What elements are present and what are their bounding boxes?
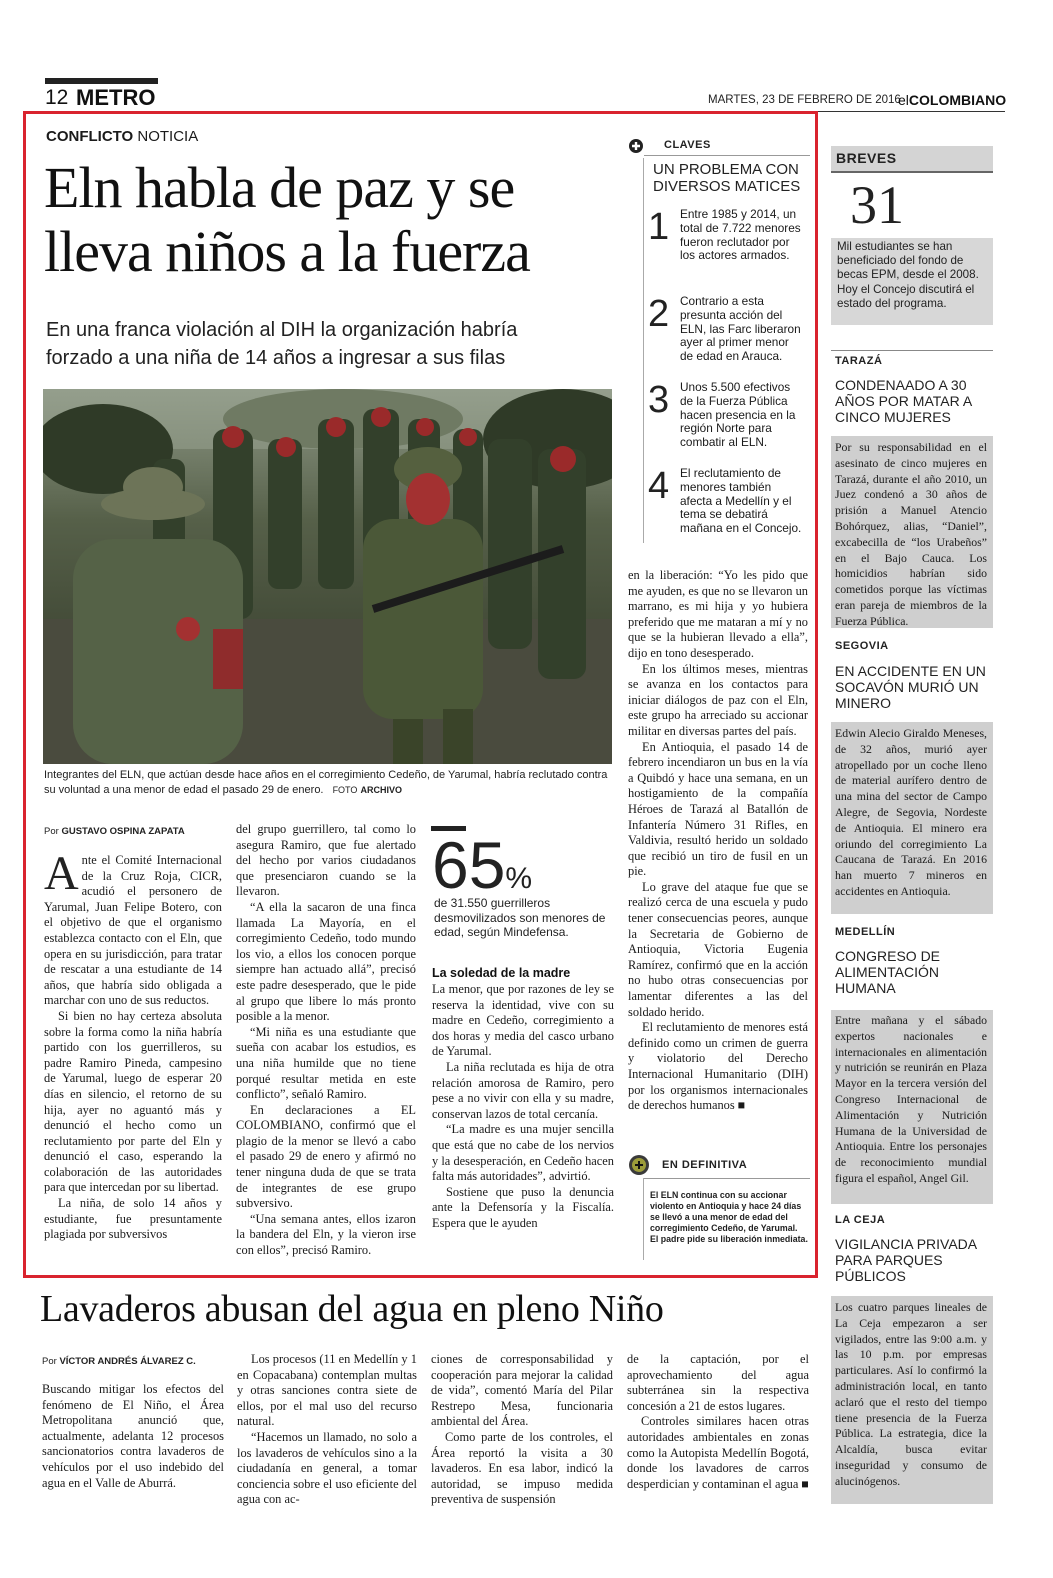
brief-body: Entre mañana y el sábado expertos nacionales e internacionales en alimentación y nutrición se reunirán en Plaza Mayor en la tercera versión del Congreso Internacional de Alimentación y Nutrición Humana de la Universidad de Antioquia. Entre los personajes de reconocimiento mundial figura el español, Angel Gil. xyxy=(835,1013,987,1185)
article-column-1 xyxy=(44,847,222,1243)
paragraph: Lo grave del ataque fue que se realizó cerca de una escuela y pudo tener consecuencias peores, aunque la Secretaria de Gobierno de Antioquia, Victoria Eugenia Ramírez, confirmó que en la acción no hubo otras consecuencias por lamentar diferentes a las del soldado herido. xyxy=(628,879,808,1019)
second-byline xyxy=(42,1356,196,1367)
paragraph: “A ella la sacaron de una finca llamada La Mayoría, en el corregimiento Cedeño, todo mundo los vio, a ellos los conocen porque siempre han actuado allá”, precisó este padre desesperado, que le pide al grupo que libere lo más pronto posible a la menor. xyxy=(236,899,416,1024)
brief-body: Los cuatro parques lineales de La Ceja empezaron a ser vigilados, entre las 9:00 a.m. y las 10 p.m. por empresas particulares. Así lo confirmó la administración local, en tanto aclaró que el resto del tiempo tiene presencia de la Fuerza Pública. La estrategia, dice la Alcaldía, busca evitar inseguridad y consumo de alucinógenos. xyxy=(835,1300,987,1488)
second-column-2 xyxy=(237,1352,417,1508)
clave-item xyxy=(648,208,808,263)
en-definitiva-icon xyxy=(628,1154,650,1176)
claves-title-line-1: UN PROBLEMA CON xyxy=(653,161,799,178)
caption-credit-label: FOTO xyxy=(332,784,358,795)
article-column-4 xyxy=(628,568,808,1114)
deck-line-2: forzado a una niña de 14 años a ingresar a sus filas xyxy=(46,347,506,369)
clave-text: Contrario a esta presunta acción del ELN, las Farc liberaron ayer al primer menor de edad en Arauca. xyxy=(680,294,801,364)
brief-place: LA CEJA xyxy=(835,1214,886,1226)
claves-rule xyxy=(644,155,810,156)
paragraph: ciones de corresponsabilidad y cooperación para mejorar la calidad de vida”, comentó María del Pilar Restrepo Mesa, funcionaria ambiental del Área. xyxy=(431,1352,613,1429)
paragraph: Buscando mitigar los efectos del fenómeno de El Niño, el Área Metropolitana anunció que, actualmente, adelanta 12 procesos sancionatorios contra lavaderos de vehículos por el uso indebido del agua en el Valle de Aburrá. xyxy=(42,1382,224,1490)
paragraph: En declaraciones a EL COLOMBIANO, confirmó que el plagio de la menor se llevó a cabo el pasado 29 de enero y afirmó no tener ninguna duda de que se trata de integrantes de ese grupo subversivo. xyxy=(236,1102,416,1211)
paragraph: Si bien no hay certeza absoluta sobre la forma como la niña habría partido con los guerrilleros, su padre Ramiro Pineda, campesino de Yarumal, luego de esperar 20 días en silencio, el retorno de su hija, ayer no aguantó más y denunció el hecho como un reclutamiento por parte del Eln y denunció el caso, esperando la colaboración de las autoridades para que intercedan por su libertad. xyxy=(44,1008,222,1195)
claves-title-line-2: DIVERSOS MATICES xyxy=(653,178,801,195)
paragraph: Como parte de los controles, el Área reportó la visita a 30 lavaderos. En esa labor, indicó la autoridad, se impuso medida preventiva de suspensión xyxy=(431,1429,613,1507)
kicker-type: NOTICIA xyxy=(137,128,199,145)
header-rule xyxy=(45,78,158,84)
brief-body: Por su responsabilidad en el asesinato de cinco mujeres en Tarazá, durante el año 2010, un Juez condenó a 30 años de prisión a Manuel Atencio Bohórquez, alias, “Daniel”, excabecilla de “los Urabeños” en el Bajo Cauca. Los homicidios habrían sido cometidos porque las víctimas eran pareja de miembros de la Fuerza Pública. xyxy=(835,440,987,628)
brief-place: TARAZÁ xyxy=(835,355,883,367)
stat-unit: % xyxy=(505,862,533,895)
paragraph: “La madre es una mujer sencilla que está que no cabe de los nervios y la desesperación, en Cedeño hacen falta más autoridades”, advirtió. xyxy=(432,1122,614,1184)
paragraph: Los procesos (11 en Medellín y 1 en Copacabana) contemplan multas y otras sanciones contra siete de ellos, por el mal uso del recurso natural. xyxy=(237,1352,417,1429)
claves-left-rule xyxy=(643,158,644,543)
brief-title: CONDENAADO A 30 AÑOS POR MATAR A CINCO MUJERES xyxy=(835,377,972,425)
article-column-2 xyxy=(236,822,416,1259)
kicker xyxy=(46,128,198,145)
issue-date: MARTES, 23 DE FEBRERO DE 2016 xyxy=(708,94,901,106)
paragraph: nte el Comité Internacional de la Cruz Roja, CICR, acudió el personero de Yarumal, Juan Felipe Botero, con el objetivo de que el organismo establezca contacto con el Eln, que opera en su jurisdicción, para tratar de rescatar a una estudiante de 14 años, que habría sido obligada a marchar con uno de sus reductos. xyxy=(44,853,222,1008)
second-column-3 xyxy=(431,1352,613,1508)
second-column-4 xyxy=(627,1352,809,1492)
paragraph: “Hacemos un llamado, no solo a los lavaderos de vehículos sino a la ciudadanía en general, a tomar conciencia sobre el uso eficiente del agua con ac- xyxy=(237,1429,417,1507)
subhead: La soledad de la madre xyxy=(432,966,571,980)
brief-title: VIGILANCIA PRIVADA PARA PARQUES PÚBLICOS xyxy=(835,1236,977,1284)
breves-stat-text: Mil estudiantes se han beneficiado del fondo de becas EPM, desde el 2008. Hoy el Concejo discutirá el estado del programa. xyxy=(837,240,979,310)
clave-item xyxy=(648,295,808,364)
claves-title xyxy=(653,161,800,195)
caption-credit: ARCHIVO xyxy=(360,784,402,795)
clave-text: El reclutamiento de menores también afecta a Medellín y el tema se debatirá mañana en el Concejo. xyxy=(680,466,802,536)
clave-text: Entre 1985 y 2014, un total de 7.722 menores fueron reclutador por los actores armados. xyxy=(680,207,801,263)
breves-label: BREVES xyxy=(836,150,897,166)
byline-prefix: Por xyxy=(42,1356,57,1367)
paragraph: Sostiene que puso la denuncia ante la Defensoría y la Fiscalía. Espera que le ayuden xyxy=(432,1184,614,1230)
section-name: METRO xyxy=(76,85,156,110)
brief-rule xyxy=(831,350,993,351)
drop-cap: A xyxy=(44,847,79,900)
claves-label: CLAVES xyxy=(664,139,711,151)
paragraph: de la captación, por el aprovechamiento del agua subterránea sin la respectiva concesión a 21 de estos lugares. xyxy=(627,1352,809,1413)
paragraph: en la liberación: “Yo les pido que me ayuden, es que no se llevaron un marrano, es mi hija y yo hubiera preferido que me mataran a mí y no que se la hubieran llevado a ella”, dijo en tono desesperado. xyxy=(628,568,808,660)
paragraph: En Antioquia, el pasado 14 de febrero incendiaron un bus en la vía a Quibdó y hace una semana, en un hostigamiento de la compañía Héroes de Tarazá al Batallón de Infantería Número 31 Rifles, en Valdivia, resultó herido un soldado que recibió un tiro de fusil en un pie. xyxy=(628,739,808,879)
clave-number: 1 xyxy=(648,206,670,248)
kicker-category: CONFLICTO xyxy=(46,128,134,145)
stat-description: de 31.550 guerrilleros desmovilizados son menores de edad, según Mindefensa. xyxy=(434,896,606,939)
page-number: 12 xyxy=(45,86,69,109)
paragraph: En los últimos meses, mientras se avanza en los contactos para iniciar diálogos de paz con el Eln, este grupo ha arreciado su accionar militar en diversas partes del país. xyxy=(628,661,808,738)
clave-item xyxy=(648,381,808,450)
deck xyxy=(46,316,517,372)
deck-line-1: En una franca violación al DIH la organización habría xyxy=(46,319,518,341)
paragraph: del grupo guerrillero, tal como lo asegura Ramiro, que fue alertado del hecho por varios ciudadanos que presenciaron cuando se la llevaron. xyxy=(236,822,416,899)
clave-item xyxy=(648,467,808,536)
brand-prefix: el xyxy=(898,92,909,108)
en-definitiva-text: El ELN continua con su accionar violento en Antioquia y hace 24 días se llevó a una menor de edad del corregimiento Cedeño, de Yarumal. El padre pide su liberación inmediata. xyxy=(650,1190,808,1244)
brief-title: EN ACCIDENTE EN UN SOCAVÓN MURIÓ UN MINERO xyxy=(835,663,986,711)
article-column-3 xyxy=(432,982,614,1232)
byline-author: GUSTAVO OSPINA ZAPATA xyxy=(61,826,185,837)
brief-place: MEDELLÍN xyxy=(835,926,896,938)
stat-figure xyxy=(432,828,533,902)
photo-caption xyxy=(44,768,612,797)
brief-body: Edwin Alecio Giraldo Meneses, de 32 años, murió ayer atropellado por un coche lleno de material aurífero dentro de una mina del sector de Campo Alegre, de Segovia, Nordeste de Antioquia. El minero era oriundo del corregimiento La Caucana de Tarazá. En 2016 han muerto 7 mineros en accidentes en Antioquia. xyxy=(835,726,987,898)
en-definitiva-rule xyxy=(644,1178,810,1179)
paragraph: “Mi niña es una estudiante que sueña con acabar los estudios, es una niña humilde que no tiene porqué resultar metida en este conflicto”, señaló Ramiro. xyxy=(236,1024,416,1102)
headline-line-1: Eln habla de paz y se xyxy=(44,155,515,220)
byline-prefix: Por xyxy=(44,826,59,837)
brief-place: SEGOVIA xyxy=(835,640,889,652)
brand-name: COLOMBIANO xyxy=(908,92,1007,108)
headline-line-2: lleva niños a la fuerza xyxy=(44,219,530,284)
claves-icon xyxy=(628,138,644,154)
brief-title: CONGRESO DE ALIMENTACIÓN HUMANA xyxy=(835,948,941,996)
byline xyxy=(44,826,185,837)
paragraph: La niña reclutada es hija de otra relación amorosa de Ramiro, pero pese a no vivir con ella y su madre, conservan lazos de total cercanía. xyxy=(432,1059,614,1121)
photo-illustration xyxy=(43,389,612,764)
headline xyxy=(44,156,530,284)
second-headline: Lavaderos abusan del agua en pleno Niño xyxy=(40,1288,664,1330)
paragraph: El reclutamiento de menores está definido como un crimen de guerra y violatorio del Derecho Internacional Humanitario (DIH) por los organismos internacionales de derechos humanos ■ xyxy=(628,1020,808,1113)
paragraph: La niña, de solo 14 años y estudiante, fue presuntamente plagiada por subversivos xyxy=(44,1196,222,1242)
clave-number: 2 xyxy=(648,293,670,335)
article-photo xyxy=(43,389,612,764)
second-column-1 xyxy=(42,1382,224,1491)
clave-text: Unos 5.500 efectivos de la Fuerza Pública hacen presencia en la región Norte para combatir al ELN. xyxy=(680,380,796,450)
caption-text: Integrantes del ELN, que actúan desde hace años en el corregimiento Cedeño, de Yarumal, habría reclutado contra su voluntad a una menor de edad el pasado 29 de enero. xyxy=(44,769,608,796)
brand-logo xyxy=(898,92,1006,108)
clave-number: 4 xyxy=(648,465,670,507)
paragraph: La menor, que por razones de ley se reserva la identidad, vive con su madre en Cedeño, corregimiento a dos horas y media del casco urbano de Yarumal. xyxy=(432,982,614,1059)
paragraph: “Una semana antes, ellos izaron la bandera del Eln, y la vieron irse con ellos”, precisó Ramiro. xyxy=(236,1211,416,1258)
clave-number: 3 xyxy=(648,379,670,421)
breves-stat: 31 xyxy=(850,175,904,235)
byline-author: VÍCTOR ANDRÉS ÁLVAREZ C. xyxy=(59,1356,196,1367)
en-definitiva-left-rule xyxy=(643,1178,644,1260)
en-definitiva-label: EN DEFINITIVA xyxy=(662,1159,748,1171)
paragraph: Controles similares hacen otras autoridades ambientales en zonas como la Autopista Medellín Bogotá, donde los lavadores de carros desperdician y contaminan el agua ■ xyxy=(627,1414,809,1491)
stat-value: 65 xyxy=(432,828,506,902)
